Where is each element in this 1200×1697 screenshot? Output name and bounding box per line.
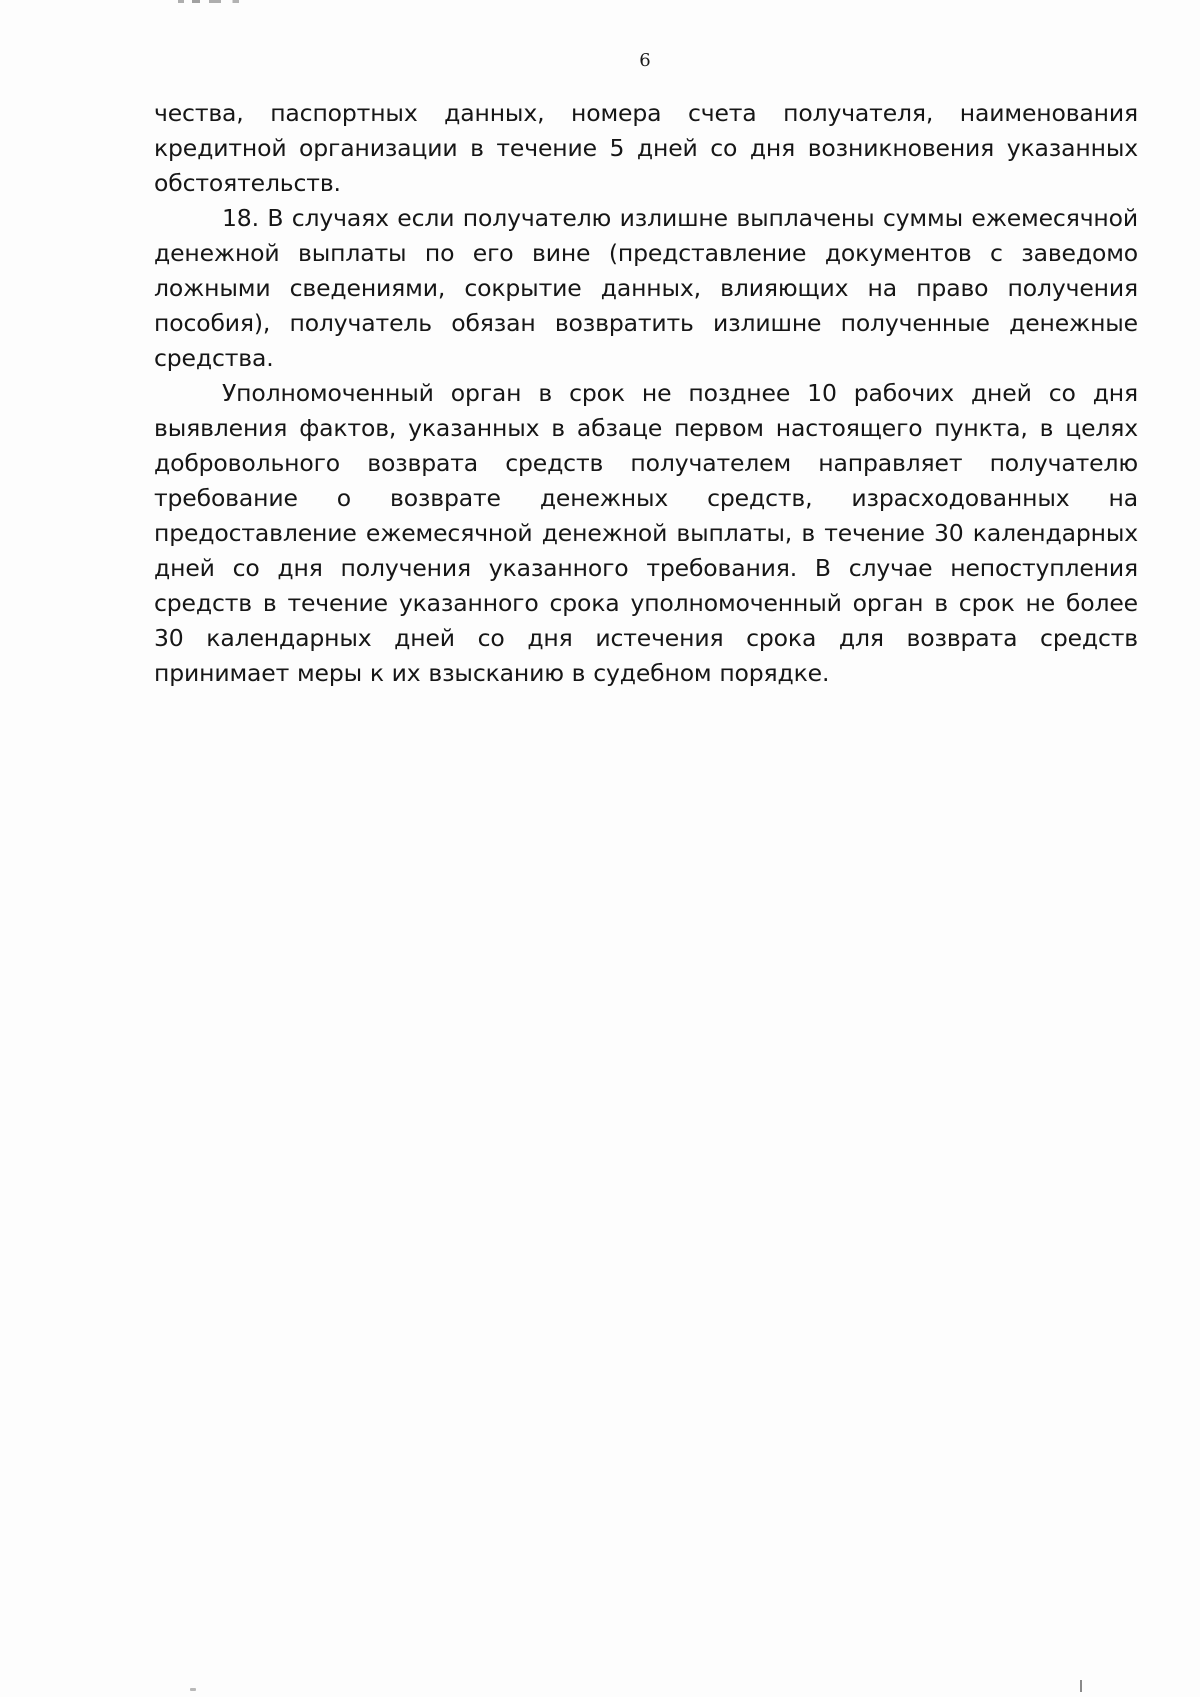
page-number: 6	[639, 50, 651, 71]
document-body	[154, 96, 1138, 691]
paragraph-item-18: 18. В случаях если получателю излишне выплачены суммы ежемесячной денежной выплаты по его вине (представление документов с заведомо ложными сведениями, сокрытие данных, влияющих на право получения пособия), получатель обязан возвратить излишне полученные денежные средства.	[154, 204, 1138, 372]
paragraph-continuation: чества, паспортных данных, номера счета получателя, наименования кредитной организации в течение 5 дней со дня возникновения указанных обстоятельств.	[154, 99, 1138, 197]
scan-artifact-bottom-left	[190, 1688, 196, 1691]
scan-artifact-bottom-right	[1080, 1680, 1082, 1692]
scan-artifact-top	[178, 0, 256, 3]
paragraph-authority-procedure: Уполномоченный орган в срок не позднее 10 рабочих дней со дня выявления фактов, указанных в абзаце первом настоящего пункта, в целях добровольного возврата средств получателем направляет получателю требование о возврате денежных средств, израсходованных на предоставление ежемесячной денежной выплаты, в течение 30 календарных дней со дня получения указанного требования. В случае непоступления средств в течение указанного срока уполномоченный орган в срок не более 30 календарных дней со дня истечения срока для возврата средств принимает меры к их взысканию в судебном порядке.	[154, 379, 1138, 687]
